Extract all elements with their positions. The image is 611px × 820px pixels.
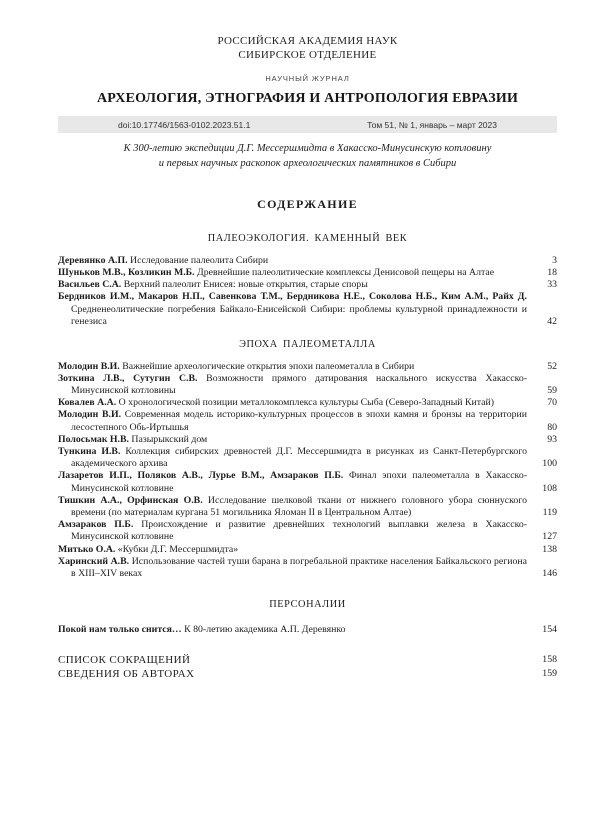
entry-authors: Лазаретов И.П., Поляков А.В., Лурье В.М., Амзараков П.Б. (58, 470, 349, 482)
doi-text: doi:10.17746/1563-0102.2023.51.1 (118, 119, 251, 130)
entry-page-number: 127 (542, 531, 557, 543)
entry-text: Амзараков П.Б. Происхождение и развитие древнейших технологий выплавки железа в Хакасско-Минусинской котловине (58, 519, 527, 543)
issue-text: Том 51, № 1, январь – март 2023 (367, 119, 497, 130)
academy-header (58, 35, 557, 62)
entry-page-number: 52 (547, 360, 557, 372)
entry-authors: Шуньков М.В., Козликин М.Б. (58, 267, 198, 279)
entry-page-number: 70 (547, 397, 557, 409)
backmatter-row (58, 653, 557, 667)
entry-text: Харинский А.В. Использование частей туши барана в погребальной практике населения Байкальского региона в XIII–XIV веках (58, 555, 527, 580)
backmatter-row (58, 667, 557, 681)
toc-section-1 (58, 233, 557, 328)
toc-entry (58, 519, 557, 543)
toc-sections (58, 233, 557, 636)
toc-entry (58, 544, 557, 556)
entry-authors: Молодин В.И. (58, 409, 125, 421)
backmatter (58, 653, 557, 681)
dedication-line2: и первых научных раскопок археологических памятников в Сибири (158, 157, 457, 169)
section-heading: ПАЛЕОЭКОЛОГИЯ. КАМЕННЫЙ ВЕК (207, 233, 408, 245)
entry-text: Молодин В.И. Современная модель историко-культурных процессов в эпохи камня и бронзы на территории лесостепного Обь-Иртышья (58, 409, 527, 433)
toc-entry (58, 291, 557, 328)
backmatter-label: СПИСОК СОКРАЩЕНИЙ (58, 653, 191, 666)
entry-authors: Полосьмак Н.В. (58, 433, 132, 445)
backmatter-label: СВЕДЕНИЯ ОБ АВТОРАХ (58, 667, 195, 680)
entry-page-number: 42 (547, 315, 557, 327)
entry-page-number: 119 (542, 507, 557, 519)
section-entries (58, 255, 557, 328)
toc-entry (58, 495, 557, 519)
entry-authors: Бердников И.М., Макаров Н.П., Савенкова Т.М., Бердникова Н.Е., Соколова Н.Б., Ким А.М., Райх Д. (58, 291, 527, 303)
dedication-line1: К 300-летию экспедиции Д.Г. Мессершмидта в Хакасско-Минусинскую котловину (123, 143, 492, 155)
entry-text: Деревянко А.П. Исследование палеолита Сибири (58, 254, 269, 266)
entry-text: Митько О.А. «Кубки Д.Г. Мессершмидта» (58, 543, 239, 555)
entry-page-number: 146 (542, 568, 557, 580)
entry-page-number: 93 (547, 433, 557, 445)
entry-page-number: 154 (542, 623, 557, 635)
entry-text: Покой нам только снится… К 80-летию академика А.П. Деревянко (58, 623, 346, 635)
entry-text: Молодин В.И. Важнейшие археологические открытия эпохи палеометалла в Сибири (58, 360, 415, 372)
academy-line1: РОССИЙСКАЯ АКАДЕМИЯ НАУК (217, 35, 398, 47)
entry-page-number: 100 (542, 458, 557, 470)
toc-entry (58, 373, 557, 397)
entry-authors: Ковалев А.А. (58, 397, 119, 409)
entry-page-number: 18 (547, 267, 557, 279)
toc-entry (58, 397, 557, 409)
toc-entry (58, 255, 557, 267)
toc-section-2 (58, 339, 557, 580)
entry-page-number: 80 (547, 421, 557, 433)
entry-page-number: 138 (542, 543, 557, 555)
backmatter-page-number: 159 (542, 667, 557, 679)
section-entries (58, 624, 557, 636)
entry-authors: Харинский А.В. (58, 555, 132, 567)
toc-entry (58, 556, 557, 580)
backmatter-page-number: 158 (542, 653, 557, 665)
journal-kind-label: НАУЧНЫЙ ЖУРНАЛ (265, 74, 350, 83)
entry-authors: Амзараков П.Б. (58, 519, 142, 531)
entry-text: Бердников И.М., Макаров Н.П., Савенкова Т.М., Бердникова Н.Е., Соколова Н.Б., Ким А.М., Райх Д. Средненеолитические погребения Байкало-Енисейской Сибири: проблемы культурной принадлежности и генезиса (58, 291, 527, 327)
entry-authors: Митько О.А. (58, 543, 118, 555)
entry-text: Полосьмак Н.В. Пазырыкский дом (58, 433, 208, 445)
toc-entry (58, 279, 557, 291)
entry-text: Ковалев А.А. О хронологической позиции металлокомплекса культуры Сыба (Северо-Западный Китай) (58, 397, 495, 409)
entry-text: Зоткина Л.В., Сутугин С.В. Возможности прямого датирования наскального искусства Хакасско-Минусинской котловины (58, 372, 527, 396)
entry-text: Лазаретов И.П., Поляков А.В., Лурье В.М., Амзараков П.Б. Финал эпохи палеометалла в Хакасско-Минусинской котловине (58, 470, 527, 494)
entry-text: Тишкин А.А., Орфинская О.В. Исследование шелковой ткани от нижнего головного убора сюннуского времени (по материалам кургана 51 могильника Яломан II в Центральном Алтае) (58, 494, 527, 519)
section-heading: ПЕРСОНАЛИИ (269, 599, 346, 611)
entry-text: Тункина И.В. Коллекция сибирских древностей Д.Г. Мессершмидта в рисунках из Санкт-Петербургского академического архива (58, 446, 527, 470)
toc-entry (58, 446, 557, 470)
entry-authors: Тункина И.В. (58, 446, 126, 458)
entry-authors: Молодин В.И. (58, 360, 123, 372)
entry-authors: Зоткина Л.В., Сутугин С.В. (58, 372, 207, 384)
toc-entry (58, 434, 557, 446)
section-heading: ЭПОХА ПАЛЕОМЕТАЛЛА (239, 339, 376, 351)
toc-section-3 (58, 599, 557, 636)
toc-entry (58, 470, 557, 494)
entry-authors: Деревянко А.П. (58, 254, 131, 266)
contents-title: СОДЕРЖАНИЕ (257, 197, 358, 212)
entry-text: Шуньков М.В., Козликин М.Б. Древнейшие палеолитические комплексы Денисовой пещеры на Алтае (58, 267, 495, 279)
entry-page-number: 59 (547, 385, 557, 396)
entry-authors: Покой нам только снится… (58, 623, 185, 635)
entry-page-number: 3 (552, 254, 557, 266)
academy-line2: СИБИРСКОЕ ОТДЕЛЕНИЕ (238, 48, 377, 61)
journal-title: АРХЕОЛОГИЯ, ЭТНОГРАФИЯ И АНТРОПОЛОГИЯ ЕВРАЗИИ (96, 91, 519, 106)
doi-issue-bar (58, 116, 557, 133)
section-entries (58, 361, 557, 581)
entry-text: Васильев С.А. Верхний палеолит Енисея: новые открытия, старые споры (58, 279, 368, 291)
entry-authors: Тишкин А.А., Орфинская О.В. (58, 494, 208, 506)
entry-page-number: 33 (547, 279, 557, 291)
entry-page-number: 108 (542, 482, 557, 494)
toc-entry (58, 624, 557, 636)
toc-entry (58, 361, 557, 373)
entry-authors: Васильев С.А. (58, 279, 124, 291)
dedication (58, 142, 557, 171)
toc-entry (58, 409, 557, 433)
toc-entry (58, 267, 557, 279)
